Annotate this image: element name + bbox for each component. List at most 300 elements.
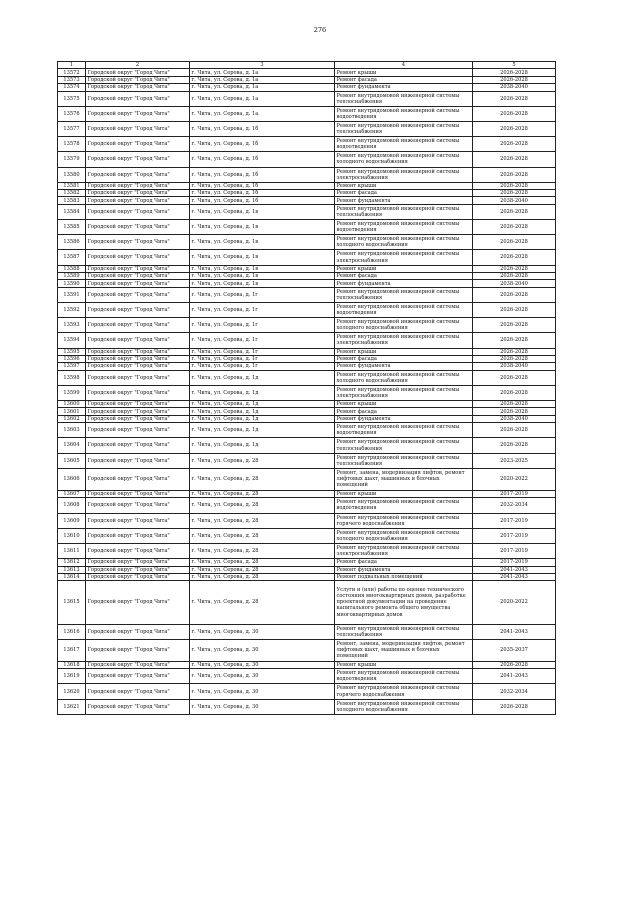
work-type-cell: Ремонт фасада [335,190,473,197]
period-cell: 2038-2040 [473,363,556,370]
work-type-cell: Ремонт фасада [335,76,473,83]
district-cell: Городской округ "Город Чита" [86,401,190,408]
work-type-cell: Ремонт внутридомовой инженерной системы водоотведения [335,137,473,152]
work-type-cell: Ремонт крыши [335,69,473,76]
row-number-cell: 13609 [58,513,86,528]
work-type-cell: Ремонт внутридомовой инженерной системы электроснабжения [335,333,473,348]
period-cell: 2026-2028 [473,137,556,152]
district-cell: Городской округ "Город Чита" [86,190,190,197]
table-row [58,363,556,370]
work-type-cell: Ремонт внутридомовой инженерной системы холодного водоснабжения [335,370,473,385]
row-number-cell: 13579 [58,152,86,167]
period-cell: 2026-2028 [473,250,556,265]
address-cell: г. Чита, ул. Серова, д. 1а [190,91,335,106]
district-cell: Городской округ "Город Чита" [86,137,190,152]
table-row [58,348,556,355]
work-type-cell: Ремонт фасада [335,559,473,566]
table-row [58,624,556,639]
work-type-cell: Ремонт фундамента [335,566,473,573]
row-number-cell: 13594 [58,333,86,348]
table-row [58,498,556,513]
address-cell: г. Чита, ул. Серова, д. 1б [190,121,335,136]
row-number-cell: 13621 [58,699,86,714]
address-cell: г. Чита, ул. Серова, д. 1в [190,273,335,280]
period-cell: 2026-2028 [473,438,556,453]
table-row [58,370,556,385]
period-cell: 2026-2028 [473,348,556,355]
work-type-cell: Ремонт внутридомовой инженерной системы холодного водоснабжения [335,528,473,543]
table-row [58,250,556,265]
table-row [58,76,556,83]
period-cell: 2026-2028 [473,273,556,280]
row-number-cell: 13584 [58,204,86,219]
district-cell: Городской округ "Город Чита" [86,498,190,513]
district-cell: Городской округ "Город Чита" [86,543,190,558]
period-cell: 2038-2040 [473,84,556,91]
address-cell: г. Чита, ул. Серова, д. 28 [190,559,335,566]
period-cell: 2041-2043 [473,624,556,639]
period-cell: 2026-2028 [473,287,556,302]
row-number-cell: 13590 [58,280,86,287]
table-row [58,204,556,219]
work-type-cell: Ремонт внутридомовой инженерной системы электроснабжения [335,167,473,182]
table-row [58,91,556,106]
row-number-cell: 13573 [58,76,86,83]
address-cell: г. Чита, ул. Серова, д. 28 [190,513,335,528]
table-row [58,355,556,362]
address-cell: г. Чита, ул. Серова, д. 28 [190,453,335,468]
work-type-cell: Ремонт внутридомовой инженерной системы теплоснабжения [335,453,473,468]
table-row [58,220,556,235]
period-cell: 2041-2043 [473,573,556,580]
address-cell: г. Чита, ул. Серова, д. 1в [190,265,335,272]
district-cell: Городской округ "Город Чита" [86,624,190,639]
table-row [58,415,556,422]
address-cell: г. Чита, ул. Серова, д. 1в [190,280,335,287]
table-row [58,385,556,400]
address-cell: г. Чита, ул. Серова, д. 1д [190,370,335,385]
column-header: 4 [335,62,473,69]
row-number-cell: 13604 [58,438,86,453]
address-cell: г. Чита, ул. Серова, д. 28 [190,528,335,543]
district-cell: Городской округ "Город Чита" [86,287,190,302]
table-row [58,121,556,136]
period-cell: 2026-2028 [473,265,556,272]
period-cell: 2026-2028 [473,76,556,83]
period-cell: 2026-2028 [473,401,556,408]
table-row [58,273,556,280]
work-type-cell: Ремонт внутридомовой инженерной системы электроснабжения [335,543,473,558]
address-cell: г. Чита, ул. Серова, д. 30 [190,624,335,639]
period-cell: 2038-2040 [473,197,556,204]
work-type-cell: Ремонт внутридомовой инженерной системы теплоснабжения [335,287,473,302]
column-header: 1 [58,62,86,69]
table-row [58,566,556,573]
table-row [58,423,556,438]
period-cell: 2041-2043 [473,669,556,684]
page-number: 276 [313,26,327,34]
table-row [58,513,556,528]
work-type-cell: Ремонт внутридомовой инженерной системы электроснабжения [335,250,473,265]
period-cell: 2017-2019 [473,559,556,566]
table-row [58,468,556,490]
period-cell: 2026-2028 [473,167,556,182]
district-cell: Городской округ "Город Чита" [86,528,190,543]
work-type-cell: Ремонт крыши [335,491,473,498]
address-cell: г. Чита, ул. Серова, д. 28 [190,581,335,624]
address-cell: г. Чита, ул. Серова, д. 1г [190,348,335,355]
address-cell: г. Чита, ул. Серова, д. 1в [190,220,335,235]
row-number-cell: 13618 [58,661,86,668]
table-row [58,408,556,415]
period-cell: 2026-2028 [473,302,556,317]
address-cell: г. Чита, ул. Серова, д. 30 [190,639,335,661]
period-cell: 2026-2028 [473,182,556,189]
address-cell: г. Чита, ул. Серова, д. 30 [190,669,335,684]
period-cell: 2026-2028 [473,423,556,438]
address-cell: г. Чита, ул. Серова, д. 30 [190,684,335,699]
district-cell: Городской округ "Город Чита" [86,699,190,714]
period-cell: 2026-2028 [473,69,556,76]
work-type-cell: Ремонт внутридомовой инженерной системы холодного водоснабжения [335,152,473,167]
period-cell: 2026-2028 [473,121,556,136]
table-row [58,152,556,167]
row-number-cell: 13572 [58,69,86,76]
work-type-cell: Ремонт фундамента [335,84,473,91]
period-cell: 2026-2028 [473,699,556,714]
address-cell: г. Чита, ул. Серова, д. 1г [190,355,335,362]
address-cell: г. Чита, ул. Серова, д. 1а [190,76,335,83]
table-row [58,559,556,566]
work-type-cell: Ремонт внутридомовой инженерной системы холодного водоснабжения [335,318,473,333]
district-cell: Городской округ "Город Чита" [86,423,190,438]
period-cell: 2041-2043 [473,566,556,573]
district-cell: Городской округ "Город Чита" [86,408,190,415]
period-cell: 2026-2028 [473,204,556,219]
row-number-cell: 13587 [58,250,86,265]
work-type-cell: Ремонт внутридомовой инженерной системы электроснабжения [335,385,473,400]
address-cell: г. Чита, ул. Серова, д. 1б [190,167,335,182]
address-cell: г. Чита, ул. Серова, д. 1б [190,197,335,204]
period-cell: 2017-2019 [473,528,556,543]
table-row [58,106,556,121]
district-cell: Городской округ "Город Чита" [86,581,190,624]
row-number-cell: 13608 [58,498,86,513]
district-cell: Городской округ "Город Чита" [86,370,190,385]
table-row [58,543,556,558]
period-cell: 2026-2028 [473,220,556,235]
row-number-cell: 13582 [58,190,86,197]
district-cell: Городской округ "Город Чита" [86,250,190,265]
work-type-cell: Ремонт внутридомовой инженерной системы горячего водоснабжения [335,684,473,699]
work-type-cell: Ремонт внутридомовой инженерной системы водоотведения [335,498,473,513]
work-type-cell: Ремонт внутридомовой инженерной системы теплоснабжения [335,624,473,639]
address-cell: г. Чита, ул. Серова, д. 1б [190,137,335,152]
district-cell: Городской округ "Город Чита" [86,669,190,684]
period-cell: 2026-2028 [473,333,556,348]
row-number-cell: 13588 [58,265,86,272]
district-cell: Городской округ "Город Чита" [86,235,190,250]
work-type-cell: Ремонт крыши [335,265,473,272]
table-row [58,661,556,668]
work-type-cell: Ремонт крыши [335,182,473,189]
row-number-cell: 13577 [58,121,86,136]
address-cell: г. Чита, ул. Серова, д. 1б [190,182,335,189]
period-cell: 2026-2028 [473,91,556,106]
table-body [58,62,556,715]
address-cell: г. Чита, ул. Серова, д. 1д [190,385,335,400]
address-cell: г. Чита, ул. Серова, д. 28 [190,498,335,513]
work-type-cell: Ремонт фасада [335,273,473,280]
table-row [58,167,556,182]
column-header: 2 [86,62,190,69]
period-cell: 2020-2022 [473,468,556,490]
district-cell: Городской округ "Город Чита" [86,661,190,668]
row-number-cell: 13575 [58,91,86,106]
period-cell: 2017-2019 [473,543,556,558]
address-cell: г. Чита, ул. Серова, д. 1г [190,363,335,370]
district-cell: Городской округ "Город Чита" [86,280,190,287]
work-type-cell: Услуги и (или) работы по оценке технического состояния многоквартирных домов, разработке проектной документации на проведение капитального ремонта общего имущества многоквартирных домов [335,581,473,624]
district-cell: Городской округ "Город Чита" [86,204,190,219]
district-cell: Городской округ "Город Чита" [86,385,190,400]
work-type-cell: Ремонт подвальных помещений [335,573,473,580]
address-cell: г. Чита, ул. Серова, д. 1а [190,106,335,121]
address-cell: г. Чита, ул. Серова, д. 30 [190,661,335,668]
row-number-cell: 13606 [58,468,86,490]
work-type-cell: Ремонт внутридомовой инженерной системы водоотведения [335,106,473,121]
work-type-cell: Ремонт крыши [335,401,473,408]
district-cell: Городской округ "Город Чита" [86,197,190,204]
table-row [58,699,556,714]
district-cell: Городской округ "Город Чита" [86,355,190,362]
district-cell: Городской округ "Город Чита" [86,491,190,498]
district-cell: Городской округ "Город Чита" [86,302,190,317]
row-number-cell: 13589 [58,273,86,280]
district-cell: Городской округ "Город Чита" [86,468,190,490]
work-type-cell: Ремонт внутридомовой инженерной системы теплоснабжения [335,438,473,453]
table-row [58,581,556,624]
district-cell: Городской округ "Город Чита" [86,438,190,453]
work-type-cell: Ремонт внутридомовой инженерной системы водоотведения [335,220,473,235]
row-number-cell: 13596 [58,355,86,362]
period-cell: 2017-2019 [473,513,556,528]
period-cell: 2035-2037 [473,639,556,661]
address-cell: г. Чита, ул. Серова, д. 1г [190,318,335,333]
row-number-cell: 13593 [58,318,86,333]
work-type-cell: Ремонт фасада [335,408,473,415]
district-cell: Городской округ "Город Чита" [86,573,190,580]
address-cell: г. Чита, ул. Серова, д. 28 [190,573,335,580]
period-cell: 2032-2034 [473,498,556,513]
capital-repair-table [57,61,556,715]
table-row [58,669,556,684]
table-row [58,287,556,302]
district-cell: Городской округ "Город Чита" [86,415,190,422]
row-number-cell: 13583 [58,197,86,204]
period-cell: 2038-2040 [473,415,556,422]
work-type-cell: Ремонт фундамента [335,415,473,422]
address-cell: г. Чита, ул. Серова, д. 1г [190,333,335,348]
row-number-cell: 13601 [58,408,86,415]
row-number-cell: 13599 [58,385,86,400]
district-cell: Городской округ "Город Чита" [86,333,190,348]
work-type-cell: Ремонт внутридомовой инженерной системы водоотведения [335,669,473,684]
table-row [58,453,556,468]
address-cell: г. Чита, ул. Серова, д. 1б [190,152,335,167]
period-cell: 2026-2028 [473,385,556,400]
work-type-cell: Ремонт внутридомовой инженерной системы теплоснабжения [335,121,473,136]
row-number-cell: 13581 [58,182,86,189]
period-cell: 2026-2028 [473,106,556,121]
address-cell: г. Чита, ул. Серова, д. 1а [190,84,335,91]
address-cell: г. Чита, ул. Серова, д. 1а [190,69,335,76]
row-number-cell: 13592 [58,302,86,317]
period-cell: 2026-2028 [473,661,556,668]
table-row [58,573,556,580]
row-number-cell: 13595 [58,348,86,355]
row-number-cell: 13619 [58,669,86,684]
district-cell: Городской округ "Город Чита" [86,273,190,280]
period-cell: 2026-2028 [473,370,556,385]
address-cell: г. Чита, ул. Серова, д. 28 [190,468,335,490]
address-cell: г. Чита, ул. Серова, д. 1д [190,438,335,453]
period-cell: 2026-2028 [473,355,556,362]
district-cell: Городской округ "Город Чита" [86,167,190,182]
period-cell: 2038-2040 [473,280,556,287]
work-type-cell: Ремонт фундамента [335,280,473,287]
period-cell: 2026-2028 [473,318,556,333]
district-cell: Городской округ "Город Чита" [86,121,190,136]
district-cell: Городской округ "Город Чита" [86,76,190,83]
row-number-cell: 13591 [58,287,86,302]
period-cell: 2026-2028 [473,190,556,197]
table-row [58,190,556,197]
row-number-cell: 13600 [58,401,86,408]
table-row [58,302,556,317]
work-type-cell: Ремонт внутридомовой инженерной системы водоотведения [335,302,473,317]
column-number-row [58,62,556,69]
district-cell: Городской округ "Город Чита" [86,684,190,699]
address-cell: г. Чита, ул. Серова, д. 1д [190,408,335,415]
district-cell: Городской округ "Город Чита" [86,453,190,468]
table-row [58,84,556,91]
address-cell: г. Чита, ул. Серова, д. 1д [190,423,335,438]
address-cell: г. Чита, ул. Серова, д. 30 [190,699,335,714]
address-cell: г. Чита, ул. Серова, д. 1б [190,190,335,197]
column-header: 3 [190,62,335,69]
address-cell: г. Чита, ул. Серова, д. 1д [190,415,335,422]
period-cell: 2020-2022 [473,581,556,624]
address-cell: г. Чита, ул. Серова, д. 1г [190,302,335,317]
table-row [58,182,556,189]
work-type-cell: Ремонт внутридомовой инженерной системы водоотведения [335,423,473,438]
district-cell: Городской округ "Город Чита" [86,91,190,106]
row-number-cell: 13576 [58,106,86,121]
table-row [58,528,556,543]
district-cell: Городской округ "Город Чита" [86,182,190,189]
district-cell: Городской округ "Город Чита" [86,152,190,167]
address-cell: г. Чита, ул. Серова, д. 28 [190,566,335,573]
row-number-cell: 13603 [58,423,86,438]
work-type-cell: Ремонт, замена, модернизация лифтов, ремонт лифтовых шахт, машинных и блочных помещений [335,468,473,490]
address-cell: г. Чита, ул. Серова, д. 1в [190,235,335,250]
row-number-cell: 13580 [58,167,86,182]
table-row [58,69,556,76]
table-row [58,333,556,348]
address-cell: г. Чита, ул. Серова, д. 1в [190,204,335,219]
period-cell: 2023-2025 [473,453,556,468]
period-cell: 2026-2028 [473,408,556,415]
row-number-cell: 13612 [58,559,86,566]
work-type-cell: Ремонт фасада [335,355,473,362]
row-number-cell: 13598 [58,370,86,385]
row-number-cell: 13617 [58,639,86,661]
address-cell: г. Чита, ул. Серова, д. 28 [190,543,335,558]
table-row [58,197,556,204]
row-number-cell: 13610 [58,528,86,543]
work-type-cell: Ремонт фундамента [335,363,473,370]
row-number-cell: 13611 [58,543,86,558]
table-row [58,491,556,498]
row-number-cell: 13616 [58,624,86,639]
district-cell: Городской округ "Город Чита" [86,348,190,355]
period-cell: 2017-2019 [473,491,556,498]
table-row [58,684,556,699]
table-row [58,438,556,453]
row-number-cell: 13605 [58,453,86,468]
district-cell: Городской округ "Город Чита" [86,513,190,528]
period-cell: 2032-2034 [473,684,556,699]
table-row [58,235,556,250]
work-type-cell: Ремонт, замена, модернизация лифтов, ремонт лифтовых шахт, машинных и блочных помещений [335,639,473,661]
row-number-cell: 13578 [58,137,86,152]
row-number-cell: 13586 [58,235,86,250]
row-number-cell: 13602 [58,415,86,422]
table-row [58,280,556,287]
district-cell: Городской округ "Город Чита" [86,220,190,235]
work-type-cell: Ремонт внутридомовой инженерной системы горячего водоснабжения [335,513,473,528]
table-row [58,318,556,333]
period-cell: 2026-2028 [473,235,556,250]
work-type-cell: Ремонт внутридомовой инженерной системы холодного водоснабжения [335,699,473,714]
district-cell: Городской округ "Город Чита" [86,265,190,272]
address-cell: г. Чита, ул. Серова, д. 1г [190,287,335,302]
district-cell: Городской округ "Город Чита" [86,363,190,370]
district-cell: Городской округ "Город Чита" [86,84,190,91]
district-cell: Городской округ "Город Чита" [86,566,190,573]
district-cell: Городской округ "Город Чита" [86,69,190,76]
row-number-cell: 13597 [58,363,86,370]
row-number-cell: 13615 [58,581,86,624]
row-number-cell: 13607 [58,491,86,498]
address-cell: г. Чита, ул. Серова, д. 28 [190,491,335,498]
district-cell: Городской округ "Город Чита" [86,318,190,333]
row-number-cell: 13613 [58,566,86,573]
work-type-cell: Ремонт фундамента [335,197,473,204]
row-number-cell: 13614 [58,573,86,580]
period-cell: 2026-2028 [473,152,556,167]
table-row [58,137,556,152]
table-row [58,639,556,661]
table-row [58,401,556,408]
row-number-cell: 13574 [58,84,86,91]
district-cell: Городской округ "Город Чита" [86,106,190,121]
work-type-cell: Ремонт крыши [335,348,473,355]
row-number-cell: 13620 [58,684,86,699]
address-cell: г. Чита, ул. Серова, д. 1в [190,250,335,265]
work-type-cell: Ремонт внутридомовой инженерной системы теплоснабжения [335,91,473,106]
